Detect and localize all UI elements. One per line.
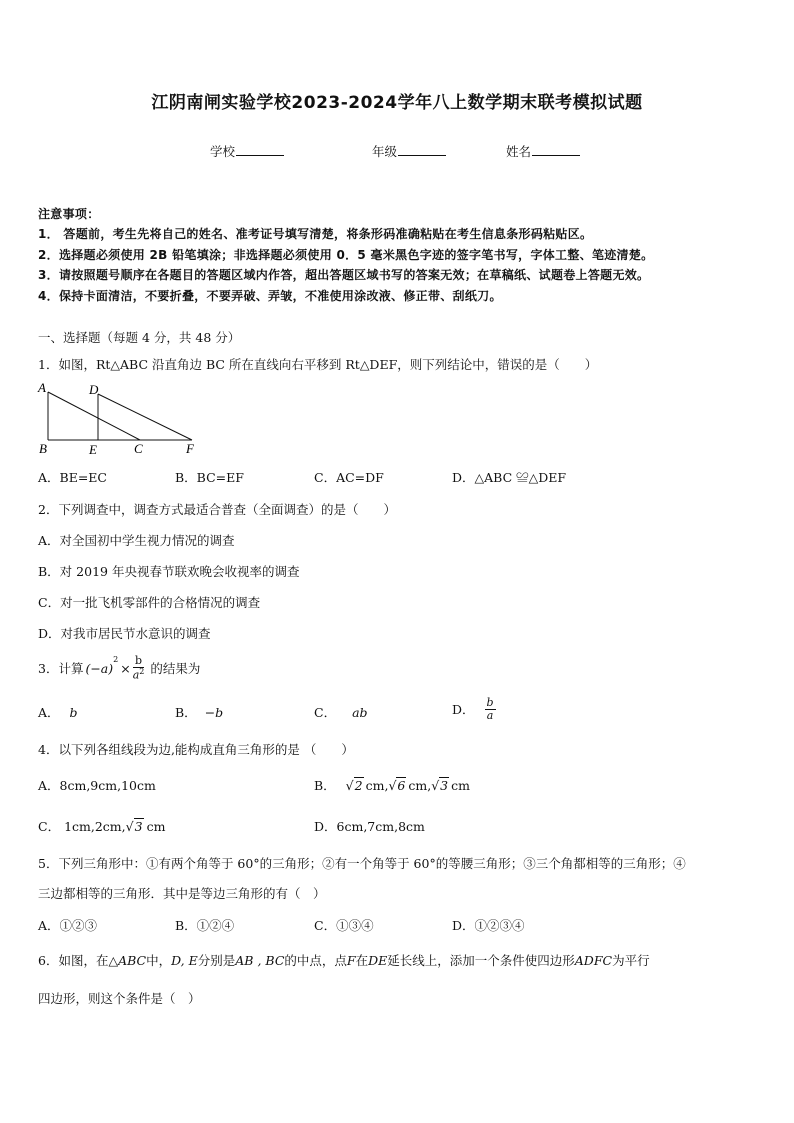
option-d[interactable]: D．对我市居民节水意识的调查 [38, 626, 211, 641]
q3-times: × [120, 660, 131, 676]
school-blank [236, 143, 284, 156]
label-d: D [89, 382, 99, 397]
q6-text: 的中点，点 [284, 953, 347, 968]
question-1-stem: 1．如图，Rt△ABC 沿直角边 BC 所在直线向右平移到 Rt△DEF，则下列结论中，错误的是（ ） [38, 357, 598, 372]
question-6-line2: 四边形，则这个条件是（ ） [38, 991, 201, 1006]
sqrt-term: √3 [431, 778, 449, 793]
q6-text: 分别是 [197, 953, 236, 968]
option-value: ab [352, 705, 368, 720]
notes-item: 2．选择题必须使用 2B 铅笔填涂；非选择题必须使用 0．5 毫米黑色字迹的签字笔书写，字体工整、笔迹清楚。 [38, 248, 654, 262]
unit: cm [146, 819, 166, 834]
option-label: B． [175, 705, 197, 720]
grade-blank [398, 143, 446, 156]
side-ac [48, 392, 140, 440]
q3-fraction [133, 655, 145, 681]
q6-math: D, E [171, 953, 198, 968]
q3-prefix: 3．计算 [38, 661, 84, 676]
sqrt-term: √3 [125, 819, 143, 834]
option-label: C． [38, 819, 61, 834]
option-d-fraction [485, 697, 496, 721]
name-blank [532, 143, 580, 156]
notes-heading: 注意事项： [38, 207, 100, 221]
option-b[interactable]: B．对 2019 年央视春节联欢晚会收视率的调查 [38, 564, 300, 579]
option-d[interactable]: D．①②③④ [452, 918, 525, 933]
q6-text: 6．如图，在 [38, 953, 109, 968]
option-d[interactable]: D．△ABC ≌△DEF [452, 470, 567, 485]
label-c: C [134, 441, 143, 456]
option-b[interactable]: B．①②④ [175, 918, 235, 933]
grade-label: 年级 [372, 144, 398, 159]
q6-text: 中， [146, 953, 172, 968]
q3-denominator-exp: 2 [139, 666, 145, 676]
question-4-stem: 4．以下列各组线段为边,能构成直角三角形的是 （ ） [38, 742, 354, 757]
option-b[interactable]: B． √2 cm,√6 cm,√3 cm [314, 778, 470, 793]
q6-math: F [346, 953, 356, 968]
option-d-numerator: b [486, 695, 494, 709]
q6-text: 延长线上，添加一个条件使四边形 [387, 953, 575, 968]
option-label: C． [314, 705, 337, 720]
question-6-line1 [38, 951, 650, 969]
school-field [210, 142, 284, 160]
q3-numerator: b [133, 655, 145, 668]
option-c[interactable] [314, 703, 368, 721]
option-text: 1cm,2cm, [64, 819, 126, 834]
option-a[interactable]: A．8cm,9cm,10cm [38, 778, 156, 793]
q6-math: △ABC [108, 953, 147, 968]
translation-figure [36, 378, 200, 458]
option-a[interactable]: A．①②③ [38, 918, 98, 933]
q3-suffix: 的结果为 [150, 661, 201, 676]
option-a[interactable]: A．BE=EC [38, 470, 108, 485]
question-3-stem [38, 651, 200, 685]
grade-field [372, 142, 446, 160]
option-a[interactable] [38, 703, 78, 721]
q6-math: ADFC [574, 953, 613, 968]
question-5-line1: 5．下列三角形中：①有两个角等于 60°的三角形；②有一个角等于 60°的等腰三角形；③三个角都相等的三角形；④ [38, 856, 686, 871]
question-5-line2: 三边都相等的三角形．其中是等边三角形的有（ ） [38, 886, 326, 901]
q3-denominator: a [132, 668, 140, 682]
school-label: 学校 [210, 144, 236, 159]
q6-math: DE [368, 953, 388, 968]
option-b[interactable] [175, 703, 223, 721]
option-label: A． [38, 705, 60, 720]
page-title: 江阴南闸实验学校2023-2024学年八上数学期末联考模拟试题 [151, 93, 643, 113]
option-label: B． [314, 778, 336, 793]
option-d-denominator: a [486, 708, 494, 722]
q6-text: 为平行 [612, 953, 650, 968]
option-c[interactable] [38, 817, 165, 835]
q3-base: (−a) [85, 660, 114, 676]
question-2-stem: 2．下列调查中，调查方式最适合普查（全面调查）的是（ ） [38, 502, 396, 517]
option-d[interactable] [452, 690, 496, 728]
sqrt-term: √2 [345, 778, 363, 793]
label-a: A [38, 380, 46, 395]
label-e: E [89, 442, 97, 457]
radicand: 3 [134, 819, 143, 834]
q3-exponent: 2 [113, 655, 119, 664]
option-a[interactable]: A．对全国初中学生视力情况的调查 [38, 533, 235, 548]
side-df [98, 394, 192, 440]
option-value: −b [204, 705, 224, 720]
notes-item: 3．请按照题号顺序在各题目的答题区域内作答，超出答题区域书写的答案无效；在草稿纸、试题卷上答题无效。 [38, 268, 650, 282]
label-f: F [186, 441, 194, 456]
option-c[interactable]: C．对一批飞机零部件的合格情况的调查 [38, 595, 261, 610]
radicand: 6 [397, 778, 406, 793]
radicand: 3 [440, 778, 449, 793]
q6-math: AB , BC [235, 953, 285, 968]
unit: cm [365, 778, 385, 793]
option-c[interactable]: C．①③④ [314, 918, 374, 933]
option-c[interactable]: C．AC=DF [314, 470, 384, 485]
option-value: b [69, 705, 78, 720]
sqrt-term: √6 [388, 778, 406, 793]
option-label: D． [452, 702, 475, 717]
name-field [506, 142, 580, 160]
unit: cm [451, 778, 470, 793]
label-b: B [39, 441, 47, 456]
notes-item: 4．保持卡面清洁，不要折叠，不要弄破、弄皱，不准使用涂改液、修正带、刮纸刀。 [38, 289, 502, 303]
notes-item: 1． 答题前，考生先将自己的姓名、准考证号填写清楚，将条形码准确粘贴在考生信息条形码粘贴区。 [38, 227, 593, 241]
section-heading: 一、选择题（每题 4 分，共 48 分） [38, 330, 241, 345]
name-label: 姓名 [506, 144, 532, 159]
option-b[interactable]: B．BC=EF [175, 470, 244, 485]
option-d[interactable]: D．6cm,7cm,8cm [314, 819, 425, 834]
q6-text: 在 [355, 953, 369, 968]
radicand: 2 [354, 778, 363, 793]
unit: cm [408, 778, 428, 793]
